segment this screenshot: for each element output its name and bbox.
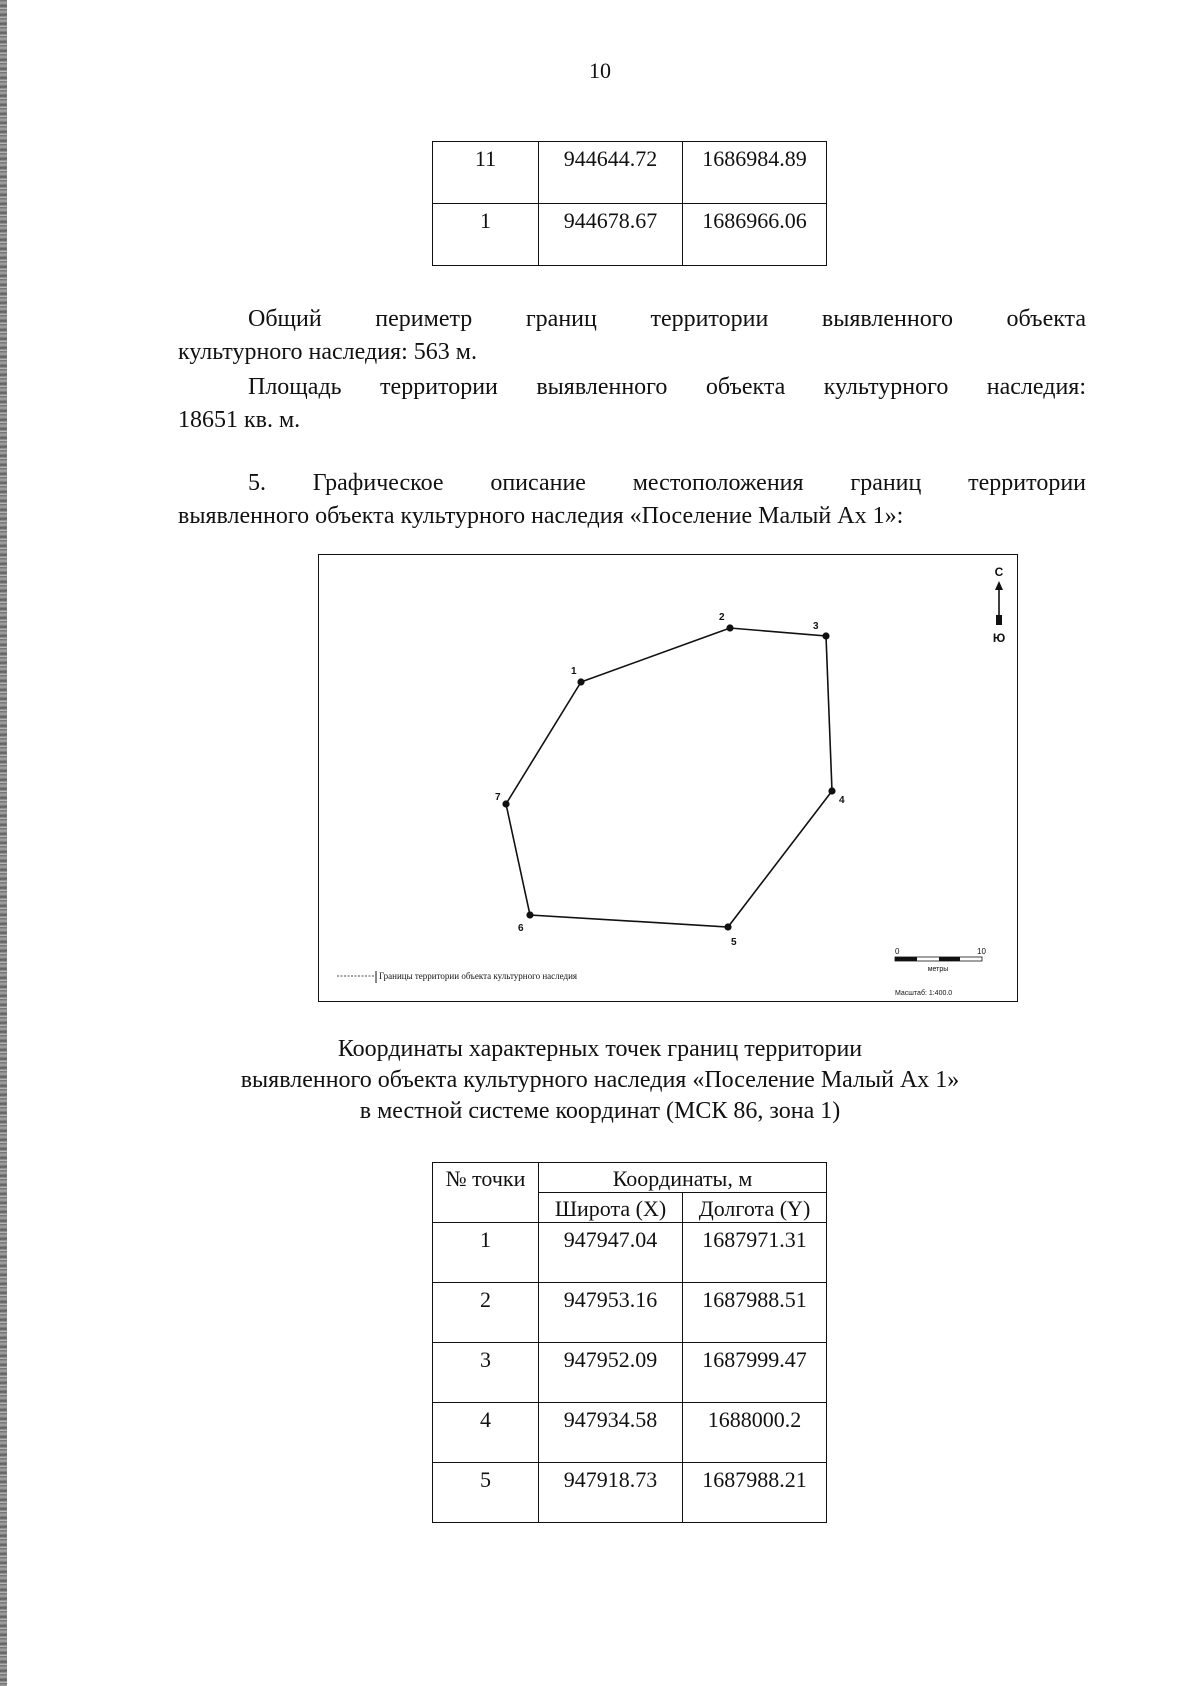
x-cell: 947918.73 [539,1463,683,1523]
boundary-point [526,911,533,918]
x-cell: 947934.58 [539,1403,683,1463]
table-row [433,1283,827,1343]
point-cell: 4 [433,1403,539,1463]
point-label: 6 [518,923,524,934]
x-cell: 947947.04 [539,1223,683,1283]
scale-end-label: 10 [977,947,986,956]
caption-line1: Координаты характерных точек границ территории [337,1036,863,1062]
point-label: 5 [731,937,737,948]
table-row [433,1223,827,1283]
point-cell: 3 [433,1343,539,1403]
point-cell: 1 [433,204,539,266]
x-cell: 947952.09 [539,1343,683,1403]
point-label: 4 [839,795,845,806]
boundary-point [726,624,733,631]
point-cell: 1 [433,1223,539,1283]
top-coordinates-table [432,141,827,266]
table-row [433,1403,827,1463]
scale-bar [895,947,986,997]
point-label: 7 [495,792,501,803]
scale-start-label: 0 [895,947,900,956]
page-number: 10 [589,58,611,83]
perimeter-line1: Общий периметр границ территории выявленного объекта [248,306,1086,332]
scale-unit-label: метры [927,966,949,973]
perimeter-line2: культурного наследия: 563 м. [178,339,477,365]
x-cell: 947953.16 [539,1283,683,1343]
north-arrow-icon [993,565,1005,645]
legend-label: Границы территории объекта культурного наследия [379,971,578,981]
table-row [433,142,827,204]
north-label: С [994,565,1004,579]
caption-line3: в местной системе координат (МСК 86, зона 1) [359,1098,841,1124]
y-cell: 1687988.51 [683,1283,827,1343]
y-cell: 1687999.47 [683,1343,827,1403]
y-cell: 1686984.89 [683,142,827,204]
area-line2: 18651 кв. м. [178,407,301,433]
x-cell: 944678.67 [539,204,683,266]
section5-line2: выявленного объекта культурного наследия «Поселение Малый Ах 1»: [178,503,904,529]
scale-text: Масштаб: 1:400.0 [895,990,953,997]
boundary-point [822,632,829,639]
header-point: № точки [433,1163,539,1223]
boundary-map [318,554,1018,1002]
scan-edge [0,0,7,1686]
point-cell: 5 [433,1463,539,1523]
map-legend [337,971,577,983]
x-cell: 944644.72 [539,142,683,204]
perimeter-paragraph [178,303,1086,369]
point-label: 3 [813,621,819,632]
point-label: 2 [719,612,725,623]
boundary-points [502,624,835,930]
point-label: 1 [571,666,577,677]
coordinates-caption [0,1034,1200,1127]
area-line1: Площадь территории выявленного объекта культурного наследия: [248,374,1086,400]
table-row [433,1343,827,1403]
boundary-point [577,678,584,685]
y-cell: 1687988.21 [683,1463,827,1523]
section5-line1: 5. Графическое описание местоположения границ территории [248,470,1086,496]
area-paragraph [178,371,1086,437]
boundary-point [724,923,731,930]
table-header-row [433,1163,827,1193]
y-cell: 1688000.2 [683,1403,827,1463]
section5-paragraph [178,467,1086,533]
caption-line2: выявленного объекта культурного наследия «Поселение Малый Ах 1» [240,1067,960,1093]
point-cell: 11 [433,142,539,204]
table-row [433,204,827,266]
point-cell: 2 [433,1283,539,1343]
bottom-coordinates-table [432,1162,827,1523]
y-cell: 1686966.06 [683,204,827,266]
map-canvas [319,555,1019,1003]
header-coords: Координаты, м [539,1163,827,1193]
south-label: Ю [992,631,1006,645]
y-cell: 1687971.31 [683,1223,827,1283]
table-row [433,1463,827,1523]
header-y: Долгота (Y) [683,1193,827,1223]
boundary-point [502,800,509,807]
boundary-polygon [506,628,832,927]
boundary-point [828,787,835,794]
header-x: Широта (X) [539,1193,683,1223]
